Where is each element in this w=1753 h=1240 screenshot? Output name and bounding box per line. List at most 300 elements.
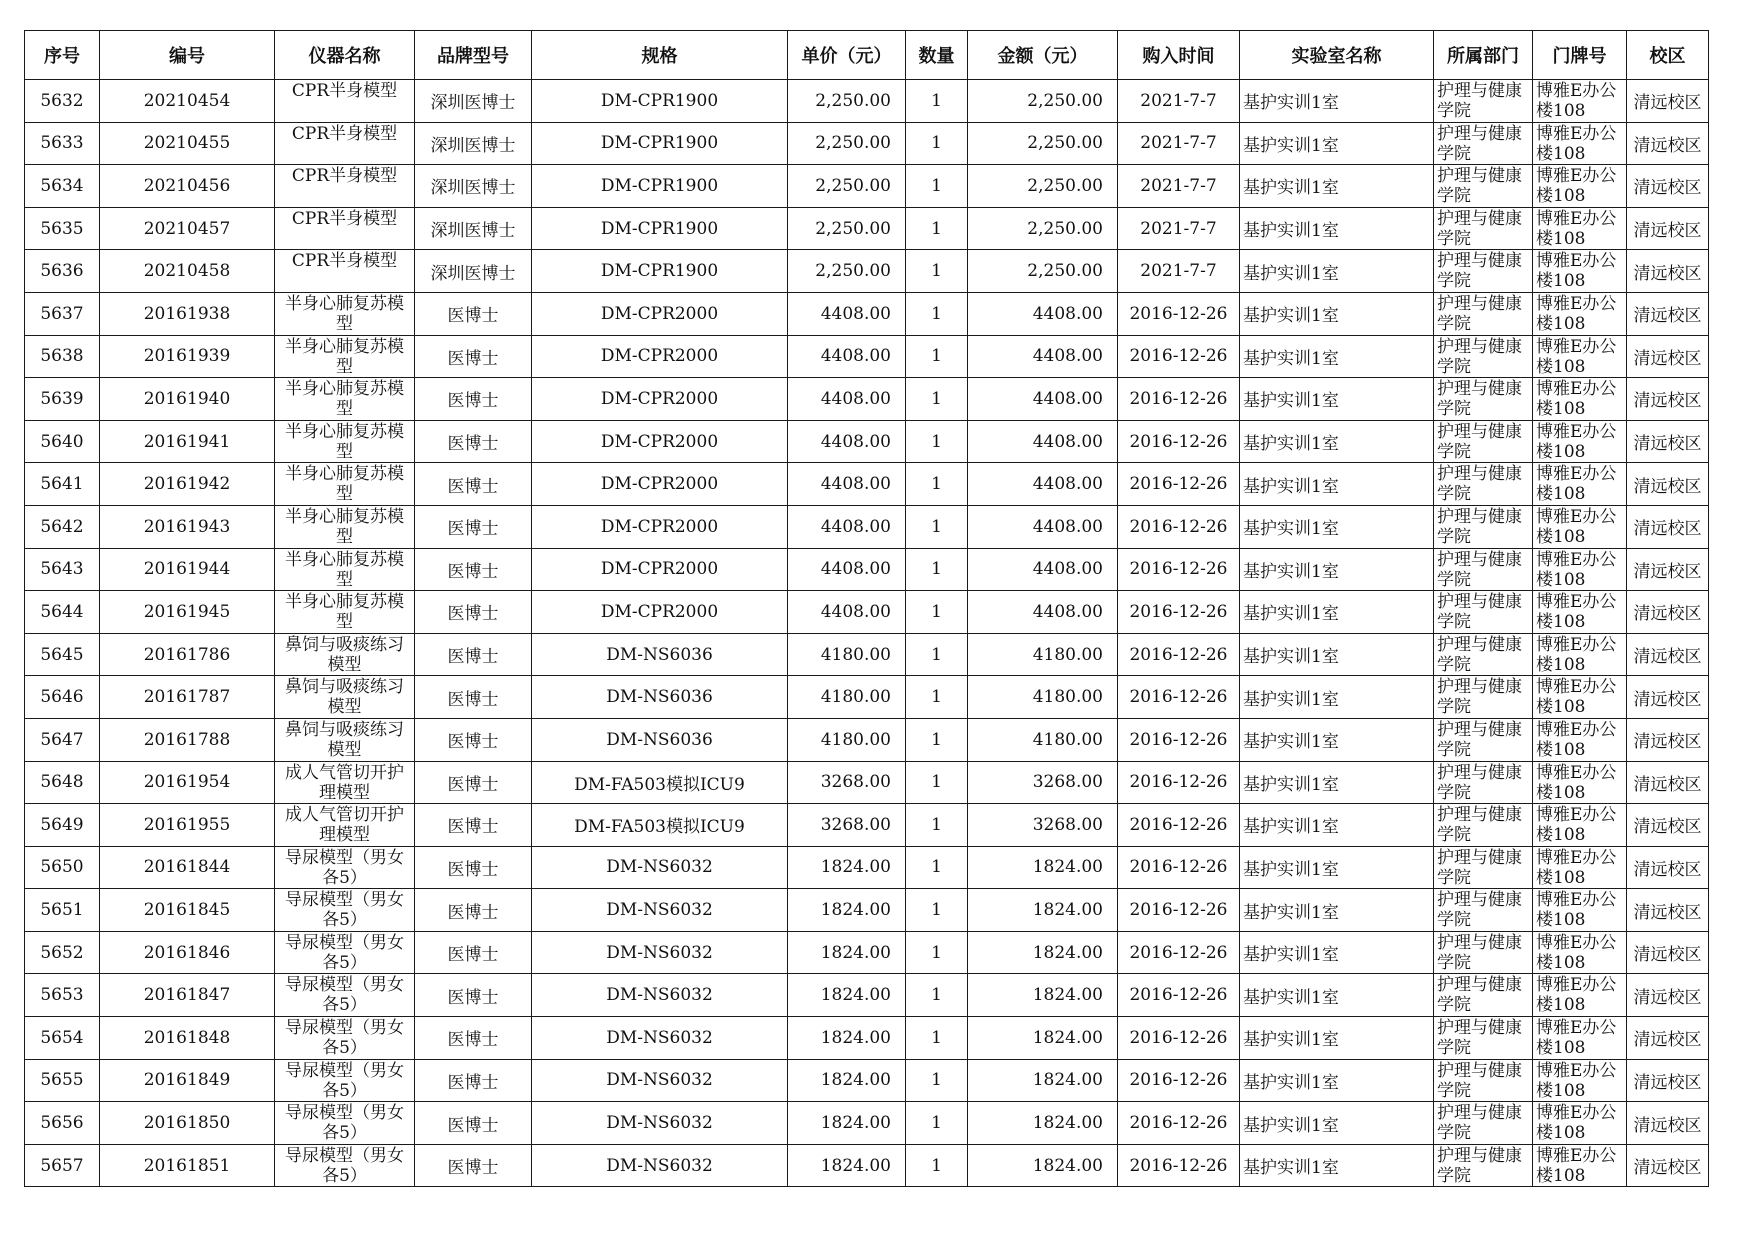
table-row [25, 548, 1709, 591]
brand-model-cell: 医博士 [415, 1017, 532, 1060]
campus-cell: 清远校区 [1627, 548, 1709, 591]
seq-cell: 5633 [25, 122, 100, 165]
room-number-cell-text: 博雅E办公楼108 [1536, 762, 1617, 803]
department-cell [1434, 931, 1533, 974]
brand-model-cell: 医博士 [415, 889, 532, 932]
room-number-cell-text: 博雅E办公楼108 [1536, 975, 1617, 1016]
instrument-name-cell [275, 846, 415, 889]
table-row [25, 1059, 1709, 1102]
code-cell: 20161847 [100, 974, 275, 1017]
table-row [25, 633, 1709, 676]
purchase-date-cell: 2021-7-7 [1118, 165, 1240, 208]
campus-cell: 清远校区 [1627, 250, 1709, 293]
room-number-cell [1533, 122, 1627, 165]
table-row [25, 761, 1709, 804]
room-number-cell-text: 博雅E办公楼108 [1536, 677, 1617, 718]
instrument-name-cell-text: 导尿模型（男女各5） [285, 1145, 404, 1186]
lab-name-cell: 基护实训1室 [1240, 804, 1434, 847]
brand-model-cell: 医博士 [415, 548, 532, 591]
instrument-name-cell [275, 548, 415, 591]
instrument-name-cell-text: 导尿模型（男女各5） [285, 1103, 404, 1144]
room-number-cell-text: 博雅E办公楼108 [1536, 1060, 1617, 1101]
department-cell-text: 护理与健康学院 [1437, 890, 1522, 931]
instrument-name-cell [275, 1059, 415, 1102]
amount-cell: 4180.00 [968, 676, 1118, 719]
department-cell-text: 护理与健康学院 [1437, 1060, 1522, 1101]
room-number-cell [1533, 591, 1627, 634]
brand-model-cell: 深圳医博士 [415, 250, 532, 293]
campus-cell: 清远校区 [1627, 804, 1709, 847]
unit-price-cell: 1824.00 [788, 1102, 906, 1145]
purchase-date-cell: 2016-12-26 [1118, 931, 1240, 974]
table-row [25, 591, 1709, 634]
instrument-name-cell-text: 导尿模型（男女各5） [285, 932, 404, 973]
quantity-cell: 1 [906, 974, 968, 1017]
brand-model-cell: 医博士 [415, 420, 532, 463]
lab-name-cell: 基护实训1室 [1240, 420, 1434, 463]
amount-cell: 4408.00 [968, 591, 1118, 634]
table-row [25, 122, 1709, 165]
unit-price-cell: 2,250.00 [788, 165, 906, 208]
table-row [25, 420, 1709, 463]
unit-price-cell: 1824.00 [788, 1017, 906, 1060]
unit-price-cell: 4408.00 [788, 505, 906, 548]
department-cell [1434, 335, 1533, 378]
instrument-name-cell-text: 导尿模型（男女各5） [285, 1018, 404, 1059]
table-row [25, 931, 1709, 974]
department-cell-text: 护理与健康学院 [1437, 464, 1522, 505]
spec-cell: DM-CPR2000 [532, 591, 788, 634]
code-cell: 20161849 [100, 1059, 275, 1102]
seq-cell: 5652 [25, 931, 100, 974]
code-cell: 20210454 [100, 80, 275, 123]
instrument-name-cell-text: 鼻饲与吸痰练习模型 [285, 719, 404, 760]
department-cell [1434, 804, 1533, 847]
lab-name-cell: 基护实训1室 [1240, 1059, 1434, 1102]
amount-cell: 2,250.00 [968, 122, 1118, 165]
room-number-cell-text: 博雅E办公楼108 [1536, 1145, 1617, 1186]
amount-cell: 4408.00 [968, 548, 1118, 591]
department-cell-text: 护理与健康学院 [1437, 719, 1522, 760]
brand-model-cell: 医博士 [415, 505, 532, 548]
header-cell-quantity: 数量 [906, 31, 968, 80]
instrument-name-cell [275, 505, 415, 548]
lab-name-cell: 基护实训1室 [1240, 676, 1434, 719]
department-cell-text: 护理与健康学院 [1437, 336, 1522, 377]
instrument-name-cell-text: CPR半身模型 [291, 166, 398, 187]
department-cell [1434, 974, 1533, 1017]
department-cell [1434, 889, 1533, 932]
spec-cell: DM-CPR2000 [532, 463, 788, 506]
quantity-cell: 1 [906, 931, 968, 974]
department-cell-text: 护理与健康学院 [1437, 549, 1522, 590]
instrument-name-cell [275, 1144, 415, 1187]
department-cell [1434, 633, 1533, 676]
unit-price-cell: 4408.00 [788, 420, 906, 463]
campus-cell: 清远校区 [1627, 420, 1709, 463]
campus-cell: 清远校区 [1627, 122, 1709, 165]
department-cell-text: 护理与健康学院 [1437, 634, 1522, 675]
brand-model-cell: 医博士 [415, 378, 532, 421]
quantity-cell: 1 [906, 889, 968, 932]
room-number-cell-text: 博雅E办公楼108 [1536, 81, 1617, 121]
brand-model-cell: 深圳医博士 [415, 80, 532, 123]
instrument-name-cell [275, 804, 415, 847]
unit-price-cell: 4180.00 [788, 676, 906, 719]
amount-cell: 1824.00 [968, 1144, 1118, 1187]
seq-cell: 5635 [25, 207, 100, 250]
lab-name-cell: 基护实训1室 [1240, 1144, 1434, 1187]
purchase-date-cell: 2016-12-26 [1118, 463, 1240, 506]
amount-cell: 1824.00 [968, 889, 1118, 932]
inventory-sheet [24, 30, 1708, 1187]
campus-cell: 清远校区 [1627, 676, 1709, 719]
instrument-name-cell [275, 889, 415, 932]
spec-cell: DM-NS6036 [532, 633, 788, 676]
header-cell-brand-model: 品牌型号 [415, 31, 532, 80]
brand-model-cell: 医博士 [415, 591, 532, 634]
instrument-name-cell-text: 半身心肺复苏模型 [285, 464, 404, 505]
unit-price-cell: 2,250.00 [788, 80, 906, 123]
campus-cell: 清远校区 [1627, 931, 1709, 974]
seq-cell: 5639 [25, 378, 100, 421]
room-number-cell [1533, 676, 1627, 719]
spec-cell: DM-CPR2000 [532, 292, 788, 335]
amount-cell: 1824.00 [968, 1059, 1118, 1102]
unit-price-cell: 1824.00 [788, 889, 906, 932]
header-cell-lab-name: 实验室名称 [1240, 31, 1434, 80]
department-cell [1434, 591, 1533, 634]
quantity-cell: 1 [906, 165, 968, 208]
room-number-cell-text: 博雅E办公楼108 [1536, 251, 1617, 292]
code-cell: 20161844 [100, 846, 275, 889]
purchase-date-cell: 2016-12-26 [1118, 335, 1240, 378]
room-number-cell-text: 博雅E办公楼108 [1536, 506, 1617, 547]
instrument-name-cell-text: 半身心肺复苏模型 [285, 506, 404, 547]
room-number-cell-text: 博雅E办公楼108 [1536, 336, 1617, 377]
unit-price-cell: 1824.00 [788, 846, 906, 889]
amount-cell: 1824.00 [968, 846, 1118, 889]
header-cell-spec: 规格 [532, 31, 788, 80]
spec-cell: DM-CPR2000 [532, 335, 788, 378]
lab-name-cell: 基护实训1室 [1240, 846, 1434, 889]
quantity-cell: 1 [906, 505, 968, 548]
lab-name-cell: 基护实训1室 [1240, 80, 1434, 123]
campus-cell: 清远校区 [1627, 718, 1709, 761]
quantity-cell: 1 [906, 591, 968, 634]
amount-cell: 4408.00 [968, 378, 1118, 421]
campus-cell: 清远校区 [1627, 505, 1709, 548]
department-cell-text: 护理与健康学院 [1437, 1145, 1522, 1186]
purchase-date-cell: 2016-12-26 [1118, 889, 1240, 932]
seq-cell: 5634 [25, 165, 100, 208]
room-number-cell-text: 博雅E办公楼108 [1536, 592, 1617, 633]
room-number-cell-text: 博雅E办公楼108 [1536, 379, 1617, 420]
room-number-cell [1533, 250, 1627, 293]
amount-cell: 2,250.00 [968, 250, 1118, 293]
code-cell: 20161786 [100, 633, 275, 676]
quantity-cell: 1 [906, 80, 968, 123]
table-row [25, 207, 1709, 250]
campus-cell: 清远校区 [1627, 889, 1709, 932]
quantity-cell: 1 [906, 1059, 968, 1102]
brand-model-cell: 医博士 [415, 292, 532, 335]
spec-cell: DM-CPR2000 [532, 548, 788, 591]
seq-cell: 5640 [25, 420, 100, 463]
spec-cell: DM-FA503模拟ICU9 [532, 761, 788, 804]
spec-cell: DM-NS6032 [532, 931, 788, 974]
instrument-name-cell [275, 591, 415, 634]
code-cell: 20161787 [100, 676, 275, 719]
amount-cell: 4408.00 [968, 420, 1118, 463]
purchase-date-cell: 2016-12-26 [1118, 846, 1240, 889]
header-cell-room-number: 门牌号 [1533, 31, 1627, 80]
brand-model-cell: 医博士 [415, 1102, 532, 1145]
department-cell-text: 护理与健康学院 [1437, 847, 1522, 888]
quantity-cell: 1 [906, 718, 968, 761]
amount-cell: 4408.00 [968, 505, 1118, 548]
instrument-name-cell [275, 378, 415, 421]
department-cell-text: 护理与健康学院 [1437, 123, 1522, 164]
department-cell [1434, 761, 1533, 804]
seq-cell: 5637 [25, 292, 100, 335]
purchase-date-cell: 2021-7-7 [1118, 207, 1240, 250]
unit-price-cell: 2,250.00 [788, 250, 906, 293]
unit-price-cell: 4408.00 [788, 335, 906, 378]
department-cell-text: 护理与健康学院 [1437, 421, 1522, 462]
code-cell: 20161938 [100, 292, 275, 335]
table-row [25, 250, 1709, 293]
table-row [25, 1144, 1709, 1187]
campus-cell: 清远校区 [1627, 1102, 1709, 1145]
room-number-cell [1533, 974, 1627, 1017]
department-cell [1434, 846, 1533, 889]
seq-cell: 5649 [25, 804, 100, 847]
brand-model-cell: 医博士 [415, 931, 532, 974]
table-row [25, 335, 1709, 378]
lab-name-cell: 基护实训1室 [1240, 931, 1434, 974]
department-cell [1434, 548, 1533, 591]
amount-cell: 3268.00 [968, 761, 1118, 804]
department-cell-text: 护理与健康学院 [1437, 251, 1522, 292]
unit-price-cell: 3268.00 [788, 761, 906, 804]
seq-cell: 5651 [25, 889, 100, 932]
quantity-cell: 1 [906, 1102, 968, 1145]
code-cell: 20161850 [100, 1102, 275, 1145]
spec-cell: DM-NS6036 [532, 718, 788, 761]
brand-model-cell: 医博士 [415, 974, 532, 1017]
header-cell-department: 所属部门 [1434, 31, 1533, 80]
seq-cell: 5642 [25, 505, 100, 548]
unit-price-cell: 4408.00 [788, 463, 906, 506]
spec-cell: DM-NS6032 [532, 846, 788, 889]
unit-price-cell: 2,250.00 [788, 122, 906, 165]
department-cell [1434, 80, 1533, 123]
header-cell-instrument-name: 仪器名称 [275, 31, 415, 80]
instrument-name-cell [275, 122, 415, 165]
department-cell [1434, 1144, 1533, 1187]
spec-cell: DM-FA503模拟ICU9 [532, 804, 788, 847]
seq-cell: 5636 [25, 250, 100, 293]
quantity-cell: 1 [906, 463, 968, 506]
purchase-date-cell: 2016-12-26 [1118, 1017, 1240, 1060]
unit-price-cell: 1824.00 [788, 931, 906, 974]
instrument-name-cell-text: 成人气管切开护理模型 [285, 762, 404, 803]
room-number-cell [1533, 548, 1627, 591]
equipment-table [24, 30, 1709, 1187]
quantity-cell: 1 [906, 761, 968, 804]
purchase-date-cell: 2016-12-26 [1118, 974, 1240, 1017]
lab-name-cell: 基护实训1室 [1240, 974, 1434, 1017]
quantity-cell: 1 [906, 335, 968, 378]
quantity-cell: 1 [906, 633, 968, 676]
amount-cell: 1824.00 [968, 1017, 1118, 1060]
quantity-cell: 1 [906, 420, 968, 463]
room-number-cell-text: 博雅E办公楼108 [1536, 890, 1617, 931]
lab-name-cell: 基护实训1室 [1240, 463, 1434, 506]
campus-cell: 清远校区 [1627, 207, 1709, 250]
department-cell-text: 护理与健康学院 [1437, 932, 1522, 973]
code-cell: 20161955 [100, 804, 275, 847]
header-cell-unit-price: 单价（元） [788, 31, 906, 80]
code-cell: 20161846 [100, 931, 275, 974]
amount-cell: 4408.00 [968, 463, 1118, 506]
instrument-name-cell [275, 335, 415, 378]
department-cell [1434, 676, 1533, 719]
spec-cell: DM-CPR2000 [532, 378, 788, 421]
purchase-date-cell: 2021-7-7 [1118, 250, 1240, 293]
room-number-cell [1533, 1059, 1627, 1102]
quantity-cell: 1 [906, 846, 968, 889]
room-number-cell [1533, 931, 1627, 974]
spec-cell: DM-CPR2000 [532, 505, 788, 548]
instrument-name-cell [275, 292, 415, 335]
instrument-name-cell-text: 成人气管切开护理模型 [285, 805, 404, 846]
seq-cell: 5646 [25, 676, 100, 719]
instrument-name-cell [275, 974, 415, 1017]
quantity-cell: 1 [906, 1017, 968, 1060]
campus-cell: 清远校区 [1627, 846, 1709, 889]
room-number-cell-text: 博雅E办公楼108 [1536, 1103, 1617, 1144]
code-cell: 20210455 [100, 122, 275, 165]
purchase-date-cell: 2016-12-26 [1118, 804, 1240, 847]
unit-price-cell: 1824.00 [788, 974, 906, 1017]
lab-name-cell: 基护实训1室 [1240, 718, 1434, 761]
department-cell-text: 护理与健康学院 [1437, 379, 1522, 420]
department-cell-text: 护理与健康学院 [1437, 677, 1522, 718]
purchase-date-cell: 2016-12-26 [1118, 1059, 1240, 1102]
spec-cell: DM-CPR1900 [532, 207, 788, 250]
table-body [25, 80, 1709, 1187]
code-cell: 20161845 [100, 889, 275, 932]
quantity-cell: 1 [906, 292, 968, 335]
campus-cell: 清远校区 [1627, 80, 1709, 123]
room-number-cell-text: 博雅E办公楼108 [1536, 123, 1617, 164]
table-row [25, 292, 1709, 335]
instrument-name-cell-text: 导尿模型（男女各5） [285, 975, 404, 1016]
purchase-date-cell: 2016-12-26 [1118, 676, 1240, 719]
room-number-cell [1533, 463, 1627, 506]
code-cell: 20210458 [100, 250, 275, 293]
brand-model-cell: 深圳医博士 [415, 165, 532, 208]
code-cell: 20161939 [100, 335, 275, 378]
instrument-name-cell-text: CPR半身模型 [291, 123, 398, 144]
seq-cell: 5656 [25, 1102, 100, 1145]
brand-model-cell: 医博士 [415, 633, 532, 676]
department-cell-text: 护理与健康学院 [1437, 592, 1522, 633]
spec-cell: DM-NS6032 [532, 1102, 788, 1145]
code-cell: 20161941 [100, 420, 275, 463]
unit-price-cell: 4408.00 [788, 292, 906, 335]
spec-cell: DM-CPR1900 [532, 250, 788, 293]
campus-cell: 清远校区 [1627, 292, 1709, 335]
seq-cell: 5654 [25, 1017, 100, 1060]
unit-price-cell: 2,250.00 [788, 207, 906, 250]
table-row [25, 165, 1709, 208]
department-cell [1434, 378, 1533, 421]
unit-price-cell: 4180.00 [788, 633, 906, 676]
purchase-date-cell: 2016-12-26 [1118, 378, 1240, 421]
campus-cell: 清远校区 [1627, 633, 1709, 676]
campus-cell: 清远校区 [1627, 1059, 1709, 1102]
department-cell-text: 护理与健康学院 [1437, 762, 1522, 803]
room-number-cell [1533, 420, 1627, 463]
room-number-cell [1533, 1017, 1627, 1060]
header-cell-purchase-date: 购入时间 [1118, 31, 1240, 80]
room-number-cell-text: 博雅E办公楼108 [1536, 464, 1617, 505]
instrument-name-cell [275, 718, 415, 761]
room-number-cell [1533, 165, 1627, 208]
code-cell: 20161940 [100, 378, 275, 421]
seq-cell: 5641 [25, 463, 100, 506]
room-number-cell-text: 博雅E办公楼108 [1536, 549, 1617, 590]
department-cell [1434, 718, 1533, 761]
campus-cell: 清远校区 [1627, 165, 1709, 208]
spec-cell: DM-NS6036 [532, 676, 788, 719]
instrument-name-cell-text: 鼻饲与吸痰练习模型 [285, 677, 404, 718]
purchase-date-cell: 2016-12-26 [1118, 292, 1240, 335]
brand-model-cell: 医博士 [415, 1144, 532, 1187]
table-row [25, 804, 1709, 847]
header-cell-code: 编号 [100, 31, 275, 80]
instrument-name-cell [275, 463, 415, 506]
department-cell-text: 护理与健康学院 [1437, 1018, 1522, 1059]
instrument-name-cell [275, 1017, 415, 1060]
instrument-name-cell-text: 半身心肺复苏模型 [285, 293, 404, 334]
table-row [25, 974, 1709, 1017]
instrument-name-cell [275, 165, 415, 208]
purchase-date-cell: 2016-12-26 [1118, 718, 1240, 761]
room-number-cell [1533, 846, 1627, 889]
room-number-cell [1533, 1144, 1627, 1187]
spec-cell: DM-CPR2000 [532, 420, 788, 463]
purchase-date-cell: 2021-7-7 [1118, 80, 1240, 123]
quantity-cell: 1 [906, 207, 968, 250]
department-cell [1434, 165, 1533, 208]
room-number-cell [1533, 804, 1627, 847]
purchase-date-cell: 2016-12-26 [1118, 420, 1240, 463]
purchase-date-cell: 2016-12-26 [1118, 591, 1240, 634]
department-cell [1434, 122, 1533, 165]
department-cell-text: 护理与健康学院 [1437, 166, 1522, 207]
room-number-cell [1533, 505, 1627, 548]
department-cell [1434, 505, 1533, 548]
department-cell [1434, 463, 1533, 506]
quantity-cell: 1 [906, 1144, 968, 1187]
table-row [25, 80, 1709, 123]
instrument-name-cell [275, 633, 415, 676]
department-cell-text: 护理与健康学院 [1437, 975, 1522, 1016]
